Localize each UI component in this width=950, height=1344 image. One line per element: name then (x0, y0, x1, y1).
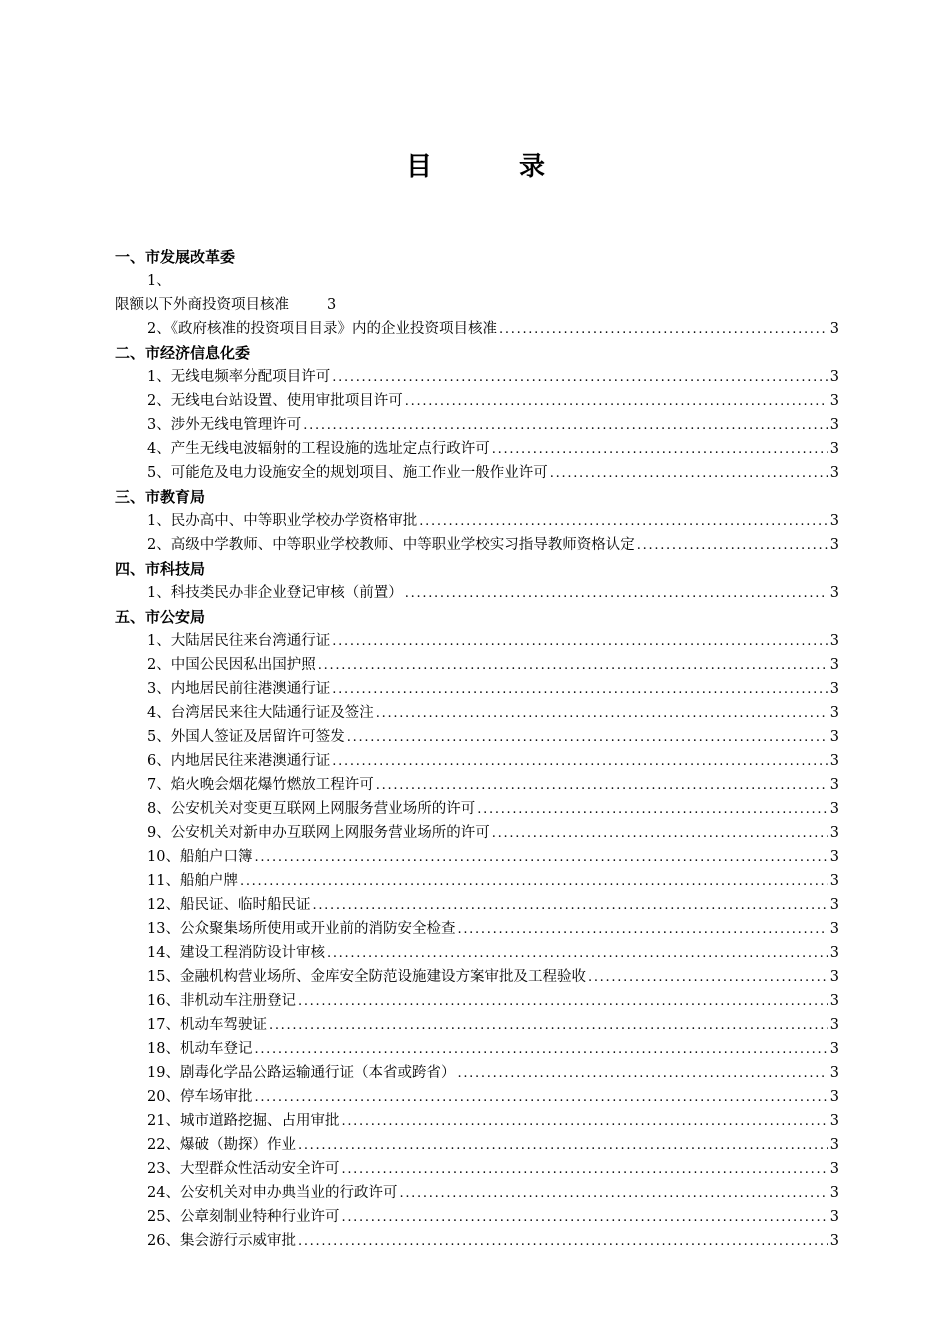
toc-entry-text: 2、高级中学教师、中等职业学校教师、中等职业学校实习指导教师资格认定 (147, 537, 635, 553)
toc-entry[interactable] (115, 893, 839, 917)
toc-entry[interactable] (115, 701, 839, 725)
toc-dot-leader (347, 726, 828, 750)
toc-dot-leader (341, 1206, 827, 1230)
toc-dot-leader (457, 1062, 827, 1086)
toc-entry-text: 7、焰火晚会烟花爆竹燃放工程许可 (147, 777, 374, 793)
toc-entry-page: 3 (829, 873, 839, 889)
toc-entry[interactable] (115, 1205, 839, 1229)
toc-entry-text: 22、爆破（勘探）作业 (147, 1137, 296, 1153)
toc-entry[interactable] (115, 965, 839, 989)
toc-entry[interactable] (115, 797, 839, 821)
table-of-contents (115, 245, 839, 1253)
toc-section-heading[interactable]: 三、市教育局 (115, 488, 206, 506)
toc-dot-leader (588, 966, 828, 990)
toc-entry-text: 5、外国人签证及居留许可签发 (147, 729, 345, 745)
toc-dot-leader (376, 702, 828, 726)
toc-entry-page: 3 (829, 1041, 839, 1057)
toc-entry-page: 3 (829, 1017, 839, 1033)
toc-entry[interactable] (115, 677, 839, 701)
toc-entry[interactable] (115, 1085, 839, 1109)
toc-dot-leader (332, 630, 828, 654)
toc-entry-page: 3 (829, 705, 839, 721)
toc-entry-text: 9、公安机关对新申办互联网上网服务营业场所的许可 (147, 825, 490, 841)
toc-entry-page: 3 (829, 417, 839, 433)
toc-entry-text: 26、集会游行示威审批 (147, 1233, 296, 1249)
title-char-1: 目 (406, 152, 433, 182)
toc-entry-text: 12、船民证、临时船民证 (147, 897, 311, 913)
toc-entry-page: 3 (829, 369, 839, 385)
toc-entry-page: 3 (829, 585, 839, 601)
toc-entry-page: 3 (829, 753, 839, 769)
toc-entry-text: 10、船舶户口簿 (147, 849, 253, 865)
toc-entry-text: 23、大型群众性活动安全许可 (147, 1161, 340, 1177)
toc-entry-page: 3 (829, 1089, 839, 1105)
toc-entry-text: 18、机动车登记 (147, 1041, 253, 1057)
toc-entry-page: 3 (327, 297, 337, 313)
toc-dot-leader (399, 1182, 827, 1206)
toc-entry[interactable] (115, 437, 839, 461)
toc-entry[interactable] (115, 389, 839, 413)
toc-entry[interactable] (115, 845, 839, 869)
title-char-2: 录 (519, 152, 546, 182)
toc-entry-page: 3 (829, 1065, 839, 1081)
toc-entry-text: 1、无线电频率分配项目许可 (147, 369, 331, 385)
toc-dot-leader (457, 918, 827, 942)
toc-dot-leader (298, 990, 828, 1014)
toc-dot-leader (254, 1086, 827, 1110)
toc-entry[interactable] (115, 989, 839, 1013)
toc-entry-text: 17、机动车驾驶证 (147, 1017, 267, 1033)
toc-dot-leader (405, 390, 828, 414)
toc-entry-page: 3 (829, 921, 839, 937)
toc-dot-leader (332, 366, 828, 390)
toc-dot-leader (492, 822, 828, 846)
toc-entry-text: 3、内地居民前往港澳通行证 (147, 681, 331, 697)
toc-entry-text: 5、可能危及电力设施安全的规划项目、施工作业一般作业许可 (147, 465, 548, 481)
toc-entry[interactable] (115, 293, 839, 317)
toc-entry[interactable] (115, 1181, 839, 1205)
toc-entry-page: 3 (829, 513, 839, 529)
toc-entry-page: 3 (829, 849, 839, 865)
toc-dot-leader (298, 1134, 828, 1158)
toc-dot-leader (269, 1014, 828, 1038)
toc-dot-leader (254, 846, 827, 870)
toc-dot-leader (240, 870, 828, 894)
toc-dot-leader (341, 1158, 827, 1182)
toc-entry-text: 限额以下外商投资项目核准 (115, 297, 289, 313)
toc-entry-page: 3 (829, 633, 839, 649)
toc-entry-number: 1、 (147, 273, 171, 289)
toc-entry[interactable] (115, 629, 839, 653)
toc-entry[interactable] (115, 1037, 839, 1061)
toc-entry-page: 3 (829, 969, 839, 985)
toc-entry[interactable] (115, 509, 839, 533)
toc-dot-leader (327, 942, 828, 966)
toc-entry-page: 3 (829, 801, 839, 817)
toc-entry-text: 3、涉外无线电管理许可 (147, 417, 302, 433)
toc-dot-leader (318, 654, 828, 678)
toc-entry-page: 3 (829, 1161, 839, 1177)
toc-entry-text: 4、产生无线电波辐射的工程设施的选址定点行政许可 (147, 441, 490, 457)
toc-entry[interactable] (115, 749, 839, 773)
toc-entry-page: 3 (829, 1233, 839, 1249)
toc-entry-text: 2、无线电台站设置、使用审批项目许可 (147, 393, 403, 409)
toc-dot-leader (332, 678, 828, 702)
toc-entry-page: 3 (829, 681, 839, 697)
toc-entry[interactable] (115, 1133, 839, 1157)
toc-entry[interactable] (115, 725, 839, 749)
toc-entry-page: 3 (829, 1137, 839, 1153)
toc-dot-leader (312, 894, 827, 918)
toc-entry-page: 3 (829, 393, 839, 409)
toc-entry[interactable] (115, 317, 839, 341)
toc-entry-text: 8、公安机关对变更互联网上网服务营业场所的许可 (147, 801, 476, 817)
toc-dot-leader (492, 438, 828, 462)
toc-entry[interactable] (115, 413, 839, 437)
toc-entry[interactable] (115, 1061, 839, 1085)
toc-entry[interactable] (115, 1157, 839, 1181)
toc-entry-page: 3 (829, 993, 839, 1009)
toc-entry-text: 6、内地居民往来港澳通行证 (147, 753, 331, 769)
toc-dot-leader (499, 318, 828, 342)
toc-entry-text: 24、公安机关对申办典当业的行政许可 (147, 1185, 398, 1201)
toc-section-heading[interactable]: 二、市经济信息化委 (115, 344, 251, 362)
toc-entry[interactable] (115, 365, 839, 389)
toc-dot-leader (419, 510, 828, 534)
toc-entry-text: 2、中国公民因私出国护照 (147, 657, 316, 673)
toc-entry-page: 3 (829, 537, 839, 553)
toc-dot-leader (298, 1230, 828, 1254)
toc-entry-text: 20、停车场审批 (147, 1089, 253, 1105)
toc-entry-page: 3 (829, 321, 839, 337)
toc-entry-page: 3 (829, 777, 839, 793)
toc-entry-page: 3 (829, 1113, 839, 1129)
toc-dot-leader (341, 1110, 827, 1134)
toc-entry[interactable] (115, 581, 839, 605)
toc-entry-page: 3 (829, 1209, 839, 1225)
toc-entry-text: 1、大陆居民往来台湾通行证 (147, 633, 331, 649)
toc-section-heading[interactable]: 一、市发展改革委 (115, 248, 236, 266)
toc-entry[interactable] (115, 653, 839, 677)
toc-entry-page: 3 (829, 1185, 839, 1201)
toc-entry[interactable] (115, 941, 839, 965)
toc-entry-page: 3 (829, 657, 839, 673)
toc-dot-leader (254, 1038, 827, 1062)
toc-entry-text: 15、金融机构营业场所、金库安全防范设施建设方案审批及工程验收 (147, 969, 586, 985)
toc-entry[interactable] (115, 1109, 839, 1133)
toc-entry[interactable] (115, 821, 839, 845)
toc-entry-text: 16、非机动车注册登记 (147, 993, 296, 1009)
toc-dot-leader (376, 774, 828, 798)
toc-entry[interactable] (115, 533, 839, 557)
toc-entry-text: 1、民办高中、中等职业学校办学资格审批 (147, 513, 418, 529)
toc-entry-page: 3 (829, 465, 839, 481)
toc-entry-text: 11、船舶户牌 (147, 873, 238, 889)
toc-entry-text: 1、科技类民办非企业登记审核（前置） (147, 585, 403, 601)
toc-entry[interactable] (115, 773, 839, 797)
toc-entry-text: 14、建设工程消防设计审核 (147, 945, 325, 961)
toc-entry-page: 3 (829, 825, 839, 841)
toc-section-heading[interactable]: 五、市公安局 (115, 608, 206, 626)
toc-dot-leader (332, 750, 828, 774)
toc-entry-text: 19、剧毒化学品公路运输通行证（本省或跨省） (147, 1065, 456, 1081)
toc-entry-page: 3 (829, 441, 839, 457)
toc-entry[interactable] (115, 461, 839, 485)
toc-dot-leader (405, 582, 828, 606)
toc-dot-leader (550, 462, 828, 486)
toc-entry[interactable] (115, 1013, 839, 1037)
toc-entry-text: 25、公章刻制业特种行业许可 (147, 1209, 340, 1225)
toc-entry-page: 3 (829, 897, 839, 913)
toc-entry-page: 3 (829, 729, 839, 745)
toc-dot-leader (637, 534, 828, 558)
toc-section-heading[interactable]: 四、市科技局 (115, 560, 206, 578)
toc-entry[interactable] (115, 869, 839, 893)
toc-entry-text: 4、台湾居民来往大陆通行证及签注 (147, 705, 374, 721)
toc-entry[interactable] (115, 1229, 839, 1253)
toc-dot-leader (477, 798, 828, 822)
toc-dot-leader (303, 414, 828, 438)
toc-entry-text: 2、《政府核准的投资项目目录》内的企业投资项目核准 (147, 321, 497, 337)
toc-entry-text: 13、公众聚集场所使用或开业前的消防安全检查 (147, 921, 456, 937)
toc-entry-text: 21、城市道路挖掘、占用审批 (147, 1113, 340, 1129)
toc-entry-page: 3 (829, 945, 839, 961)
toc-entry[interactable] (115, 917, 839, 941)
